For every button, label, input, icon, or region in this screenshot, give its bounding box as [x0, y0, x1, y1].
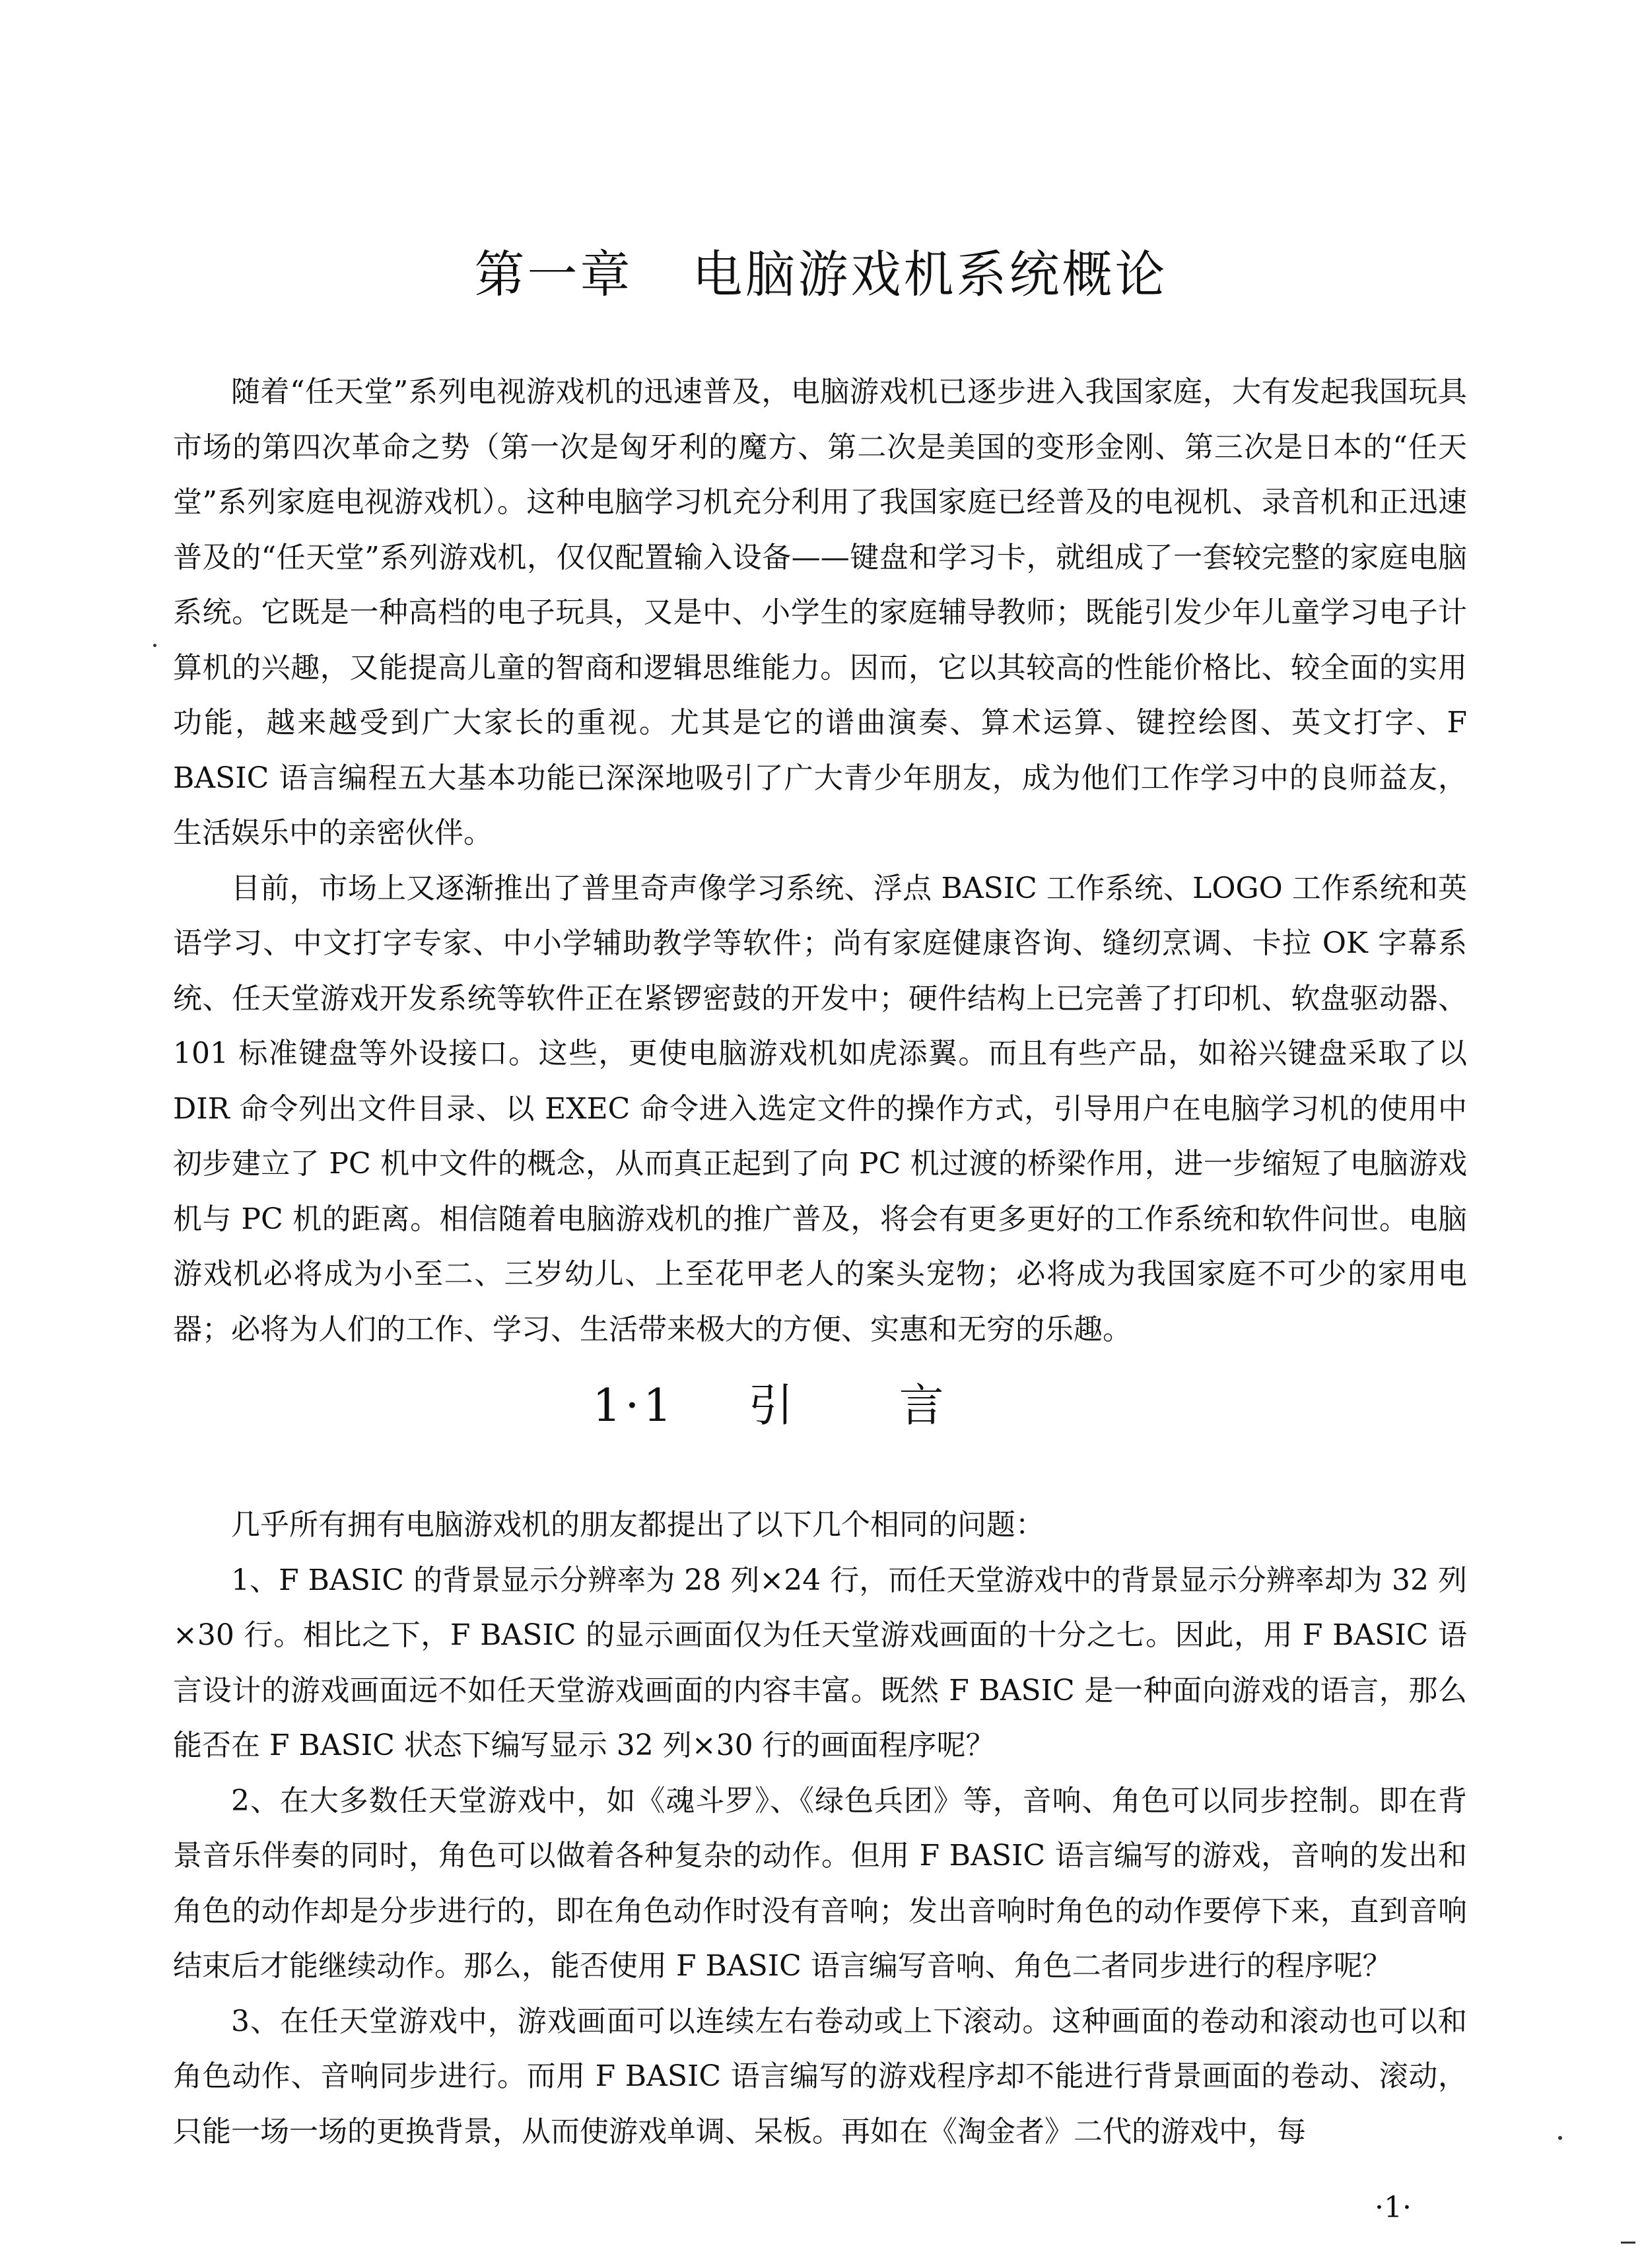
scan-speck: [153, 644, 156, 647]
intro-paragraph: 随着“任天堂”系列电视游戏机的迅速普及，电脑游戏机已逐步进入我国家庭，大有发起我国玩具市场的第四次革命之势（第一次是匈牙利的魔方、第二次是美国的变形金刚、第三次是日本的“任天堂”系列家庭电视游戏机）。这种电脑学习机充分利用了我国家庭已经普及的电视机、录音机和正迅速普及的“任天堂”系列游戏机，仅仅配置输入设备——键盘和学习卡，就组成了一套较完整的家庭电脑系统。它既是一种高档的电子玩具，又是中、小学生的家庭辅导教师；既能引发少年儿童学习电子计算机的兴趣，又能提高儿童的智商和逻辑思维能力。因而，它以其较高的性能价格比、较全面的实用功能，越来越受到广大家长的重视。尤其是它的谱曲演奏、算术运算、键控绘图、英文打字、F BASIC 语言编程五大基本功能已深深地吸引了广大青少年朋友，成为他们工作学习中的良师益友，生活娱乐中的亲密伙伴。: [173, 375, 1467, 850]
section-number: 1·1: [592, 1380, 676, 1432]
intro-text: [173, 364, 1467, 1357]
chapter-label: 第一章: [474, 245, 633, 304]
section-paragraph: 3、在任天堂游戏中，游戏画面可以连续左右卷动或上下滚动。这种画面的卷动和滚动也可以和角色动作、音响同步进行。而用 F BASIC 语言编写的游戏程序却不能进行背景画面的卷动、滚动，只能一场一场的更换背景，从而使游戏单调、呆板。再如在《淘金者》二代的游戏中，每: [173, 2004, 1467, 2148]
section-name: 引言: [748, 1380, 1050, 1432]
page-number: ·1·: [1375, 2191, 1412, 2224]
scan-speck: [1558, 2136, 1562, 2140]
section-title: [0, 1370, 1642, 1434]
scan-speck: [1621, 2242, 1635, 2244]
section-text: [173, 1497, 1467, 2159]
chapter-title: [0, 234, 1642, 306]
intro-paragraph: 目前，市场上又逐渐推出了普里奇声像学习系统、浮点 BASIC 工作系统、LOGO 工作系统和英语学习、中文打字专家、中小学辅助教学等软件；尚有家庭健康咨询、缝纫烹调、卡拉 OK 字幕系统、任天堂游戏开发系统等软件正在紧锣密鼓的开发中；硬件结构上已完善了打印机、软盘驱动器、101 标准键盘等外设接口。这些，更使电脑游戏机如虎添翼。而且有些产品，如裕兴键盘采取了以 DIR 命令列出文件目录、以 EXEC 命令进入选定文件的操作方式，引导用户在电脑学习机的使用中初步建立了 PC 机中文件的概念，从而真正起到了向 PC 机过渡的桥梁作用，进一步缩短了电脑游戏机与 PC 机的距离。相信随着电脑游戏机的推广普及，将会有更多更好的工作系统和软件问世。电脑游戏机必将成为小至二、三岁幼儿、上至花甲老人的案头宠物；必将成为我国家庭不可少的家用电器；必将为人们的工作、学习、生活带来极大的方便、实惠和无穷的乐趣。: [173, 871, 1467, 1346]
chapter-name: 电脑游戏机系统概论: [692, 245, 1168, 304]
section-paragraph: 1、F BASIC 的背景显示分辨率为 28 列×24 行，而任天堂游戏中的背景显示分辨率却为 32 列×30 行。相比之下，F BASIC 的显示画面仅为任天堂游戏画面的十分之七。因此，用 F BASIC 语言设计的游戏画面远不如任天堂游戏画面的内容丰富。既然 F BASIC 是一种面向游戏的语言，那么能否在 F BASIC 状态下编写显示 32 列×30 行的画面程序呢？: [173, 1563, 1467, 1762]
section-paragraph: 2、在大多数任天堂游戏中，如《魂斗罗》、《绿色兵团》等，音响、角色可以同步控制。即在背景音乐伴奏的同时，角色可以做着各种复杂的动作。但用 F BASIC 语言编写的游戏，音响的发出和角色的动作却是分步进行的，即在角色动作时没有音响；发出音响时角色的动作要停下来，直到音响结束后才能继续动作。那么，能否使用 F BASIC 语言编写音响、角色二者同步进行的程序呢？: [173, 1783, 1467, 1983]
section-paragraph: 几乎所有拥有电脑游戏机的朋友都提出了以下几个相同的问题：: [231, 1508, 1044, 1542]
